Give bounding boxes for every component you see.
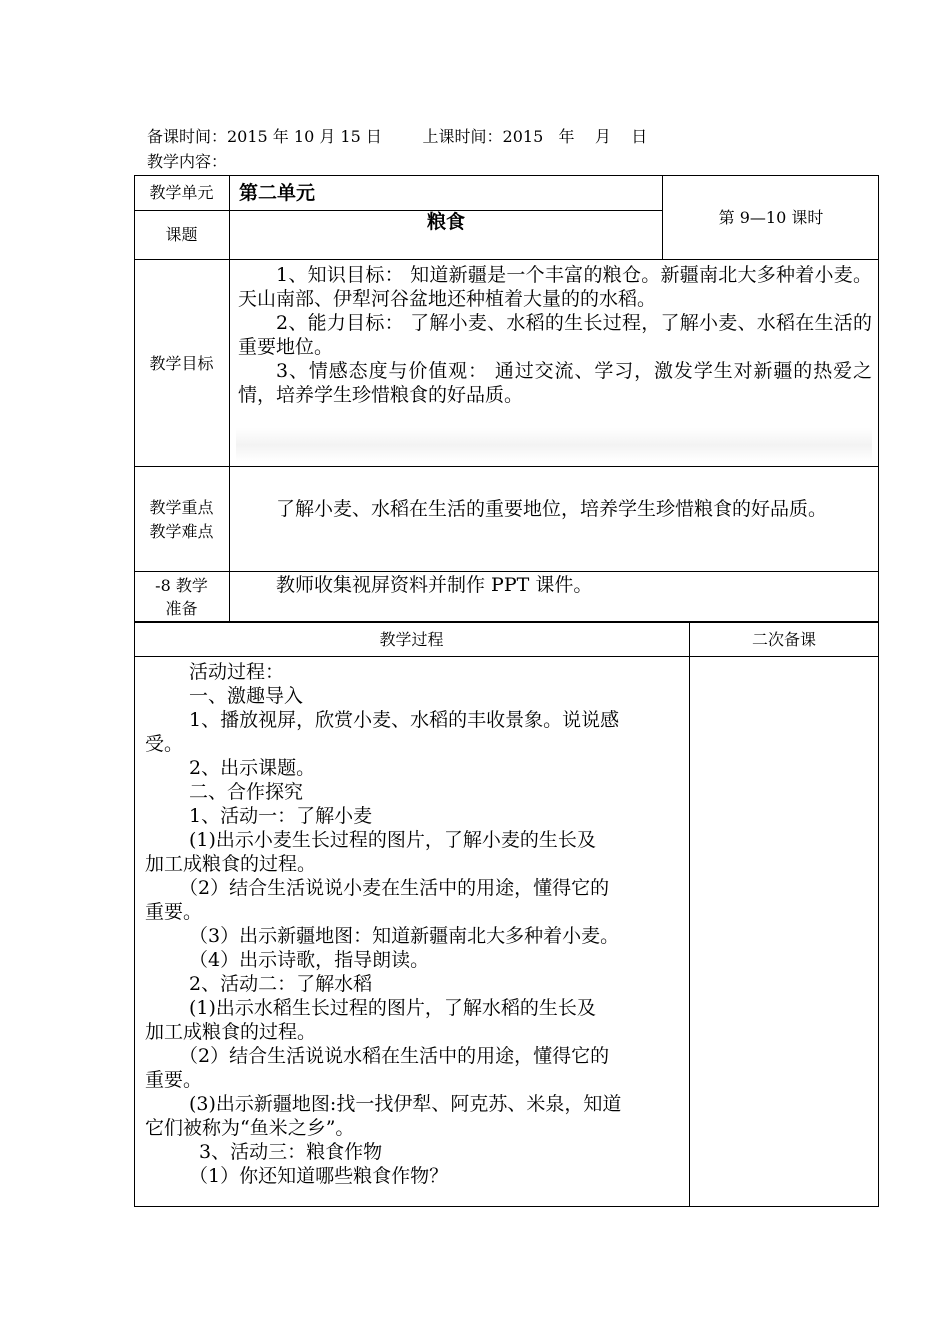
table-divider	[134, 210, 229, 211]
topic-value: 粮食	[426, 211, 465, 233]
lesson-time-line: 备课时间：2015 年 10 月 15 日 上课时间：2015 年 月 日	[147, 127, 648, 146]
process-line: 重要。	[145, 901, 203, 923]
process-line: （4）出示诗歌，指导朗读。	[189, 949, 430, 971]
process-header: 教学过程	[379, 630, 444, 649]
table-divider	[134, 656, 879, 657]
prep-label-line1: -8 教学	[155, 576, 208, 595]
table-divider	[229, 175, 230, 622]
process-line: (1)出示水稻生长过程的图片，了解水稻的生长及	[189, 997, 596, 1019]
teaching-content-label: 教学内容：	[147, 152, 228, 171]
second-prep-header: 二次备课	[751, 630, 816, 649]
prep-content: 教师收集视屏资料并制作 PPT 课件。	[276, 574, 593, 596]
topic-label: 课题	[165, 225, 198, 244]
process-line: 2、出示课题。	[189, 757, 316, 779]
process-line: 一、激趣导入	[189, 685, 304, 707]
process-line: 二、合作探究	[189, 781, 304, 803]
process-content	[145, 660, 685, 1188]
table-divider	[134, 259, 879, 260]
process-line: （1）你还知道哪些粮食作物？	[189, 1165, 449, 1187]
objective-knowledge: 1、知识目标： 知道新疆是一个丰富的粮仓。新疆南北大多种着小麦。天山南部、伊犁河谷盆地还种植着大量的的水稻。	[238, 264, 872, 310]
process-line: 2、活动二：了解水稻	[189, 973, 373, 995]
objective-emotion: 3、情感态度与价值观： 通过交流、学习，激发学生对新疆的热爱之情，培养学生珍惜粮食的好品质。	[238, 360, 872, 406]
shaded-area	[236, 428, 872, 462]
difficulty-label: 教学难点	[149, 522, 214, 541]
process-line: 3、活动三：粮食作物	[199, 1141, 383, 1163]
process-line: （2）结合生活说说水稻在生活中的用途，懂得它的	[179, 1045, 610, 1067]
table-divider	[689, 622, 690, 1207]
unit-label: 教学单元	[149, 183, 214, 202]
objectives-label: 教学目标	[149, 354, 214, 373]
process-line: 活动过程：	[189, 661, 285, 683]
process-line: （3）出示新疆地图：知道新疆南北大多种着小麦。	[189, 925, 620, 947]
process-line: 重要。	[145, 1069, 203, 1091]
unit-value: 第二单元	[239, 182, 316, 204]
process-line: 加工成粮食的过程。	[145, 853, 317, 875]
objective-ability: 2、能力目标： 了解小麦、水稻的生长过程，了解小麦、水稻在生活的重要地位。	[238, 312, 872, 358]
process-line: (1)出示小麦生长过程的图片，了解小麦的生长及	[189, 829, 596, 851]
process-line: （2）结合生活说说小麦在生活中的用途，懂得它的	[179, 877, 610, 899]
period-count: 第 9—10 课时	[718, 208, 824, 227]
process-line: 加工成粮食的过程。	[145, 1021, 317, 1043]
prep-label-line2: 准备	[165, 599, 198, 618]
key-points-label: 教学重点	[149, 498, 214, 517]
table-divider	[134, 571, 879, 572]
process-line: 1、活动一：了解小麦	[189, 805, 373, 827]
key-points: 了解小麦、水稻在生活的重要地位，培养学生珍惜粮食的好品质。	[276, 498, 828, 520]
process-line: 受。	[145, 733, 184, 755]
process-line: (3)出示新疆地图:找一找伊犁、阿克苏、米泉，知道	[189, 1093, 622, 1115]
process-line: 1、播放视屏，欣赏小麦、水稻的丰收景象。说说感	[189, 709, 620, 731]
process-line: 它们被称为“鱼米之乡”。	[145, 1117, 355, 1139]
table-divider	[134, 466, 879, 467]
